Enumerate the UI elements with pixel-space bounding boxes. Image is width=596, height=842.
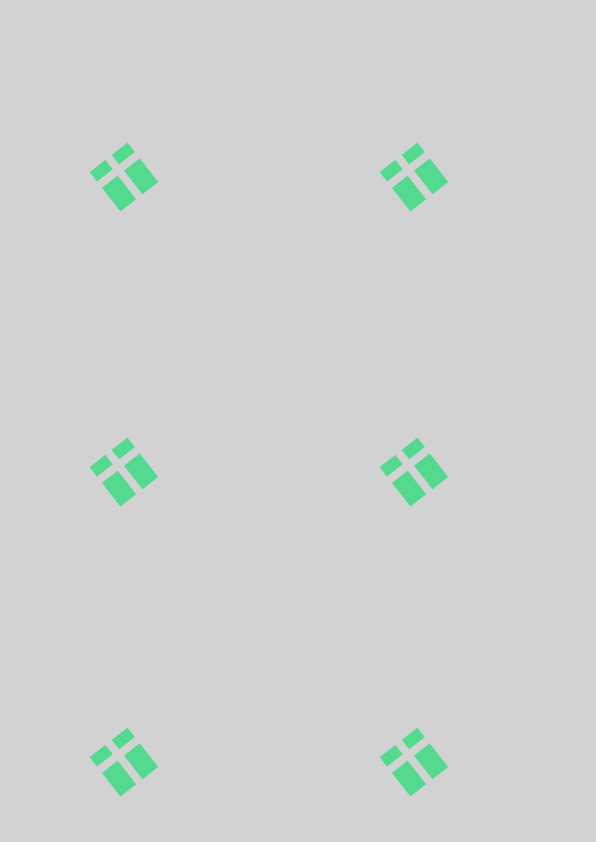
watermark-logo <box>341 47 533 234</box>
soft-logo-icon <box>341 342 533 529</box>
soft-logo-icon <box>341 47 533 234</box>
watermark-logo <box>51 47 243 234</box>
soft-logo-icon <box>51 342 243 529</box>
soft-logo-icon <box>51 47 243 234</box>
soft-logo-icon <box>51 632 243 819</box>
soft-logo-icon <box>341 632 533 819</box>
watermark-logo <box>341 342 533 529</box>
watermark-logo <box>51 632 243 819</box>
watermark-logo <box>51 342 243 529</box>
watermark-logo <box>341 632 533 819</box>
